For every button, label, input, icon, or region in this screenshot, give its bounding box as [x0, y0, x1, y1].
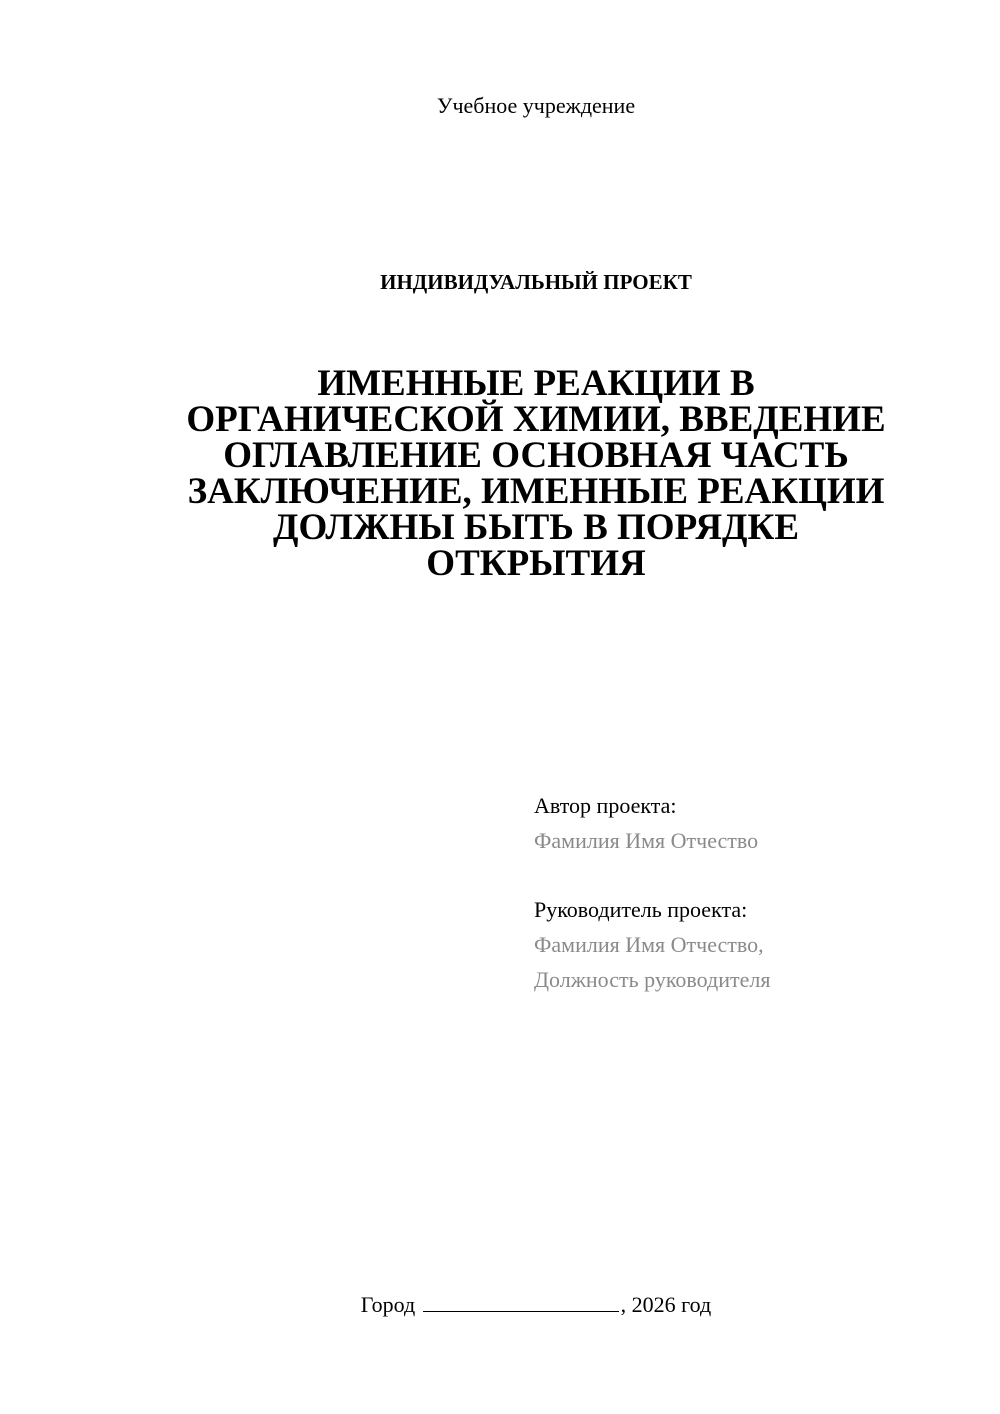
city-label: Город: [360, 1292, 416, 1317]
project-title-line: ОТКРЫТИЯ: [426, 543, 646, 584]
project-title-line: ОГЛАВЛЕНИЕ ОСНОВНАЯ ЧАСТЬ: [223, 435, 849, 476]
author-label: Автор проекта:: [534, 793, 677, 818]
project-title-line: ДОЛЖНЫ БЫТЬ В ПОРЯДКЕ: [272, 507, 800, 548]
institution-name: Учебное учреждение: [436, 93, 636, 118]
project-title-line: ЗАКЛЮЧЕНИЕ, ИМЕННЫЕ РЕАКЦИИ: [187, 471, 885, 512]
author-name: Фамилия Имя Отчество: [534, 828, 759, 853]
city-blank-underline: [423, 1291, 619, 1312]
city-year-line: [0, 1290, 1000, 1320]
project-title-line: ИМЕННЫЕ РЕАКЦИИ В: [317, 363, 755, 404]
project-type-heading: ИНДИВИДУАЛЬНЫЙ ПРОЕКТ: [380, 270, 692, 294]
supervisor-label: Руководитель проекта:: [534, 897, 748, 922]
project-credits: [534, 788, 974, 997]
supervisor-name: Фамилия Имя Отчество,: [534, 932, 764, 957]
project-title-line: ОРГАНИЧЕСКОЙ ХИМИИ, ВВЕДЕНИЕ: [186, 399, 886, 440]
project-title: [150, 363, 922, 584]
supervisor-position: Должность руководителя: [534, 967, 771, 992]
year-text: , 2026 год: [620, 1292, 712, 1317]
